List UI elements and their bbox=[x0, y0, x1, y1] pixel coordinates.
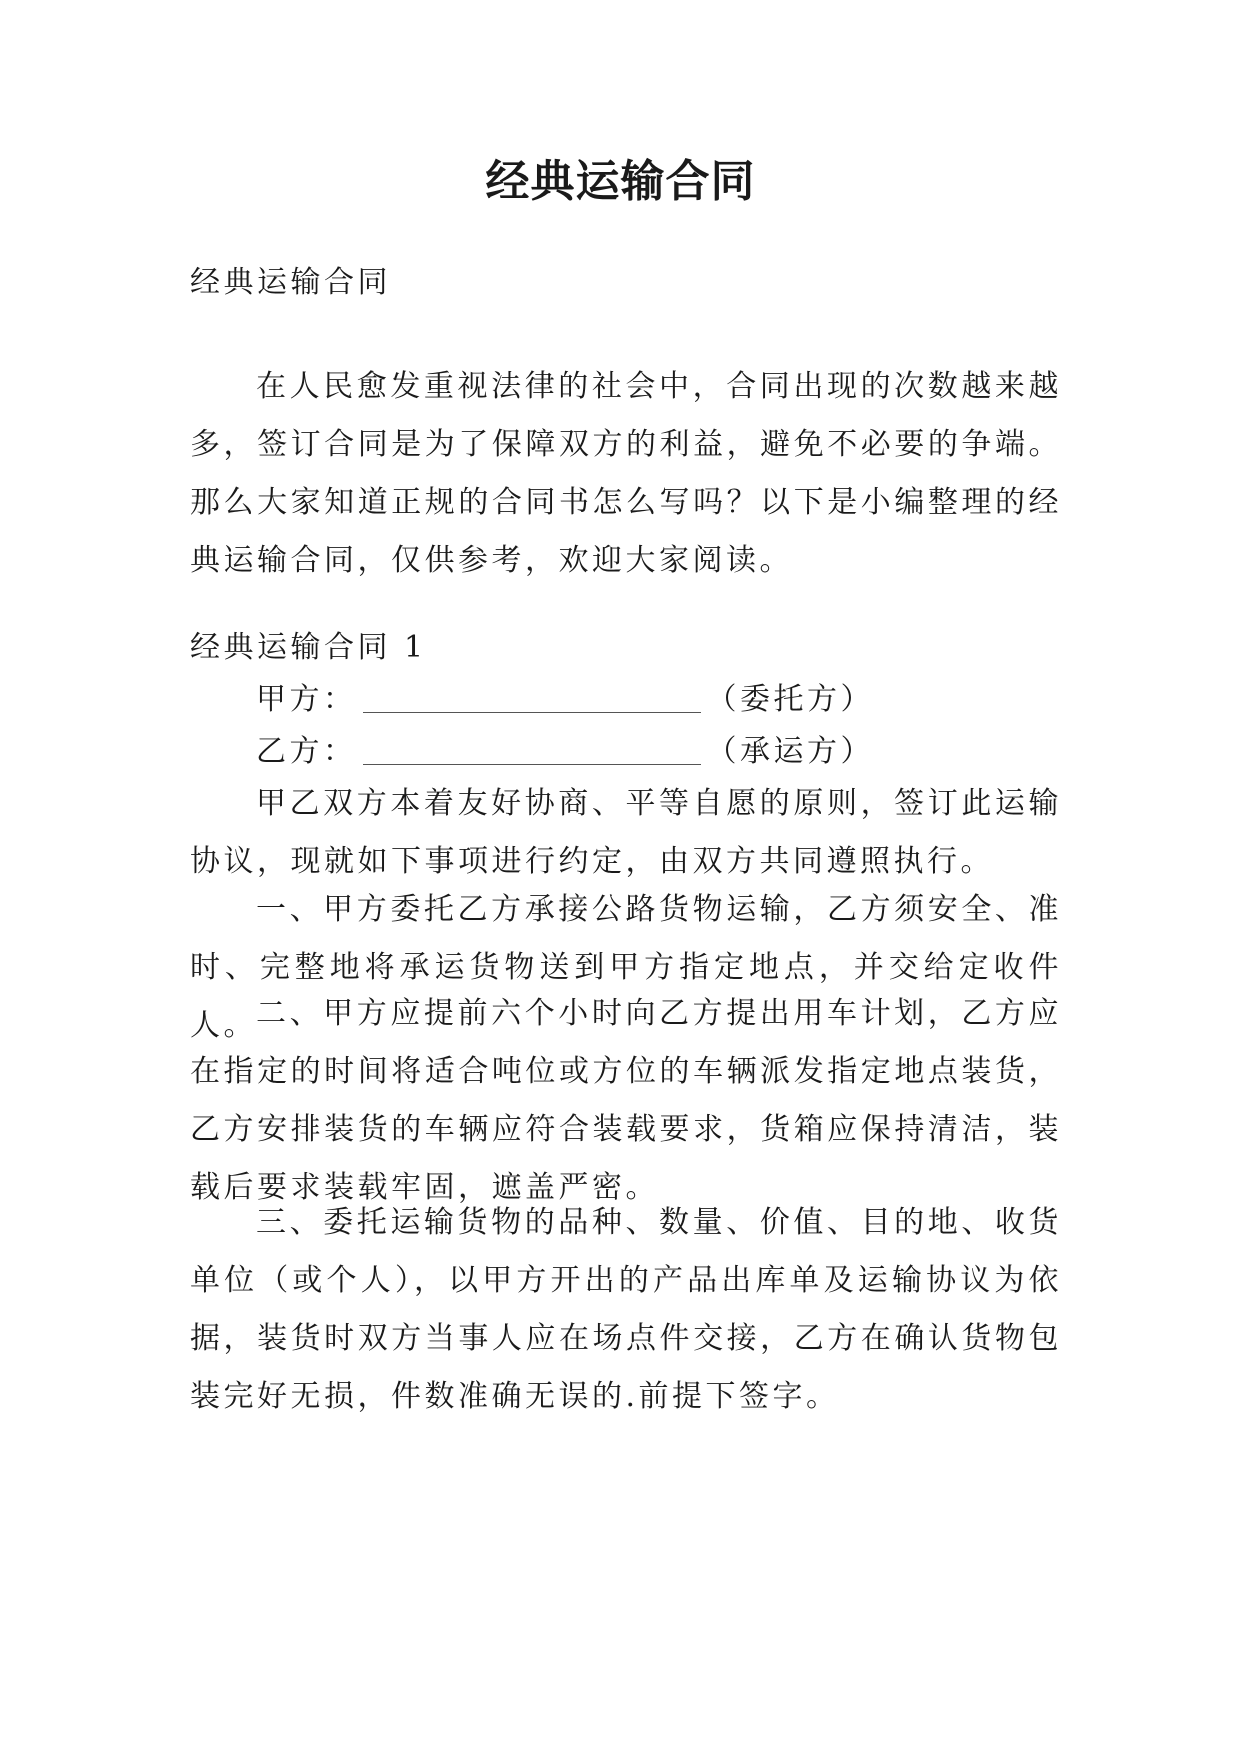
party-b-role: （承运方） bbox=[706, 734, 874, 769]
party-a-label: 甲方： bbox=[256, 682, 357, 717]
party-b-label: 乙方： bbox=[256, 734, 357, 769]
section-heading: 经典运输合同 1 bbox=[190, 630, 427, 665]
document-title: 经典运输合同 bbox=[485, 156, 756, 207]
party-a-role: （委托方） bbox=[706, 682, 874, 717]
party-b-line bbox=[256, 723, 874, 781]
document-subtitle: 经典运输合同 bbox=[190, 265, 391, 300]
intro-paragraph: 在人民愈发重视法律的社会中，合同出现的次数越来越多，签订合同是为了保障双方的利益，避免不必要的争端。那么大家知道正规的合同书怎么写吗？以下是小编整理的经典运输合同，仅供参考，欢迎大家阅读。 bbox=[190, 369, 1062, 578]
party-a-name-field[interactable] bbox=[363, 678, 701, 713]
party-b-name-field[interactable] bbox=[363, 730, 701, 765]
party-a-line bbox=[256, 671, 874, 729]
clause-paragraph: 三、委托运输货物的品种、数量、价值、目的地、收货单位（或个人），以甲方开出的产品出库单及运输协议为依据，装货时双方当事人应在场点件交接，乙方在确认货物包装完好无损，件数准确无误的.前提下签字。 bbox=[190, 1205, 1062, 1414]
clause-paragraph: 一、甲方委托乙方承接公路货物运输，乙方须安全、准时、完整地将承运货物送到甲方指定地点，并交给定收件人。 bbox=[190, 892, 1062, 1043]
clause-paragraph: 二、甲方应提前六个小时向乙方提出用车计划，乙方应在指定的时间将适合吨位或方位的车辆派发指定地点装货，乙方安排装货的车辆应符合装载要求，货箱应保持清洁，装载后要求装载牢固，遮盖严密。 bbox=[190, 996, 1062, 1205]
clause-paragraph: 甲乙双方本着友好协商、平等自愿的原则，签订此运输协议，现就如下事项进行约定，由双方共同遵照执行。 bbox=[190, 786, 1062, 879]
